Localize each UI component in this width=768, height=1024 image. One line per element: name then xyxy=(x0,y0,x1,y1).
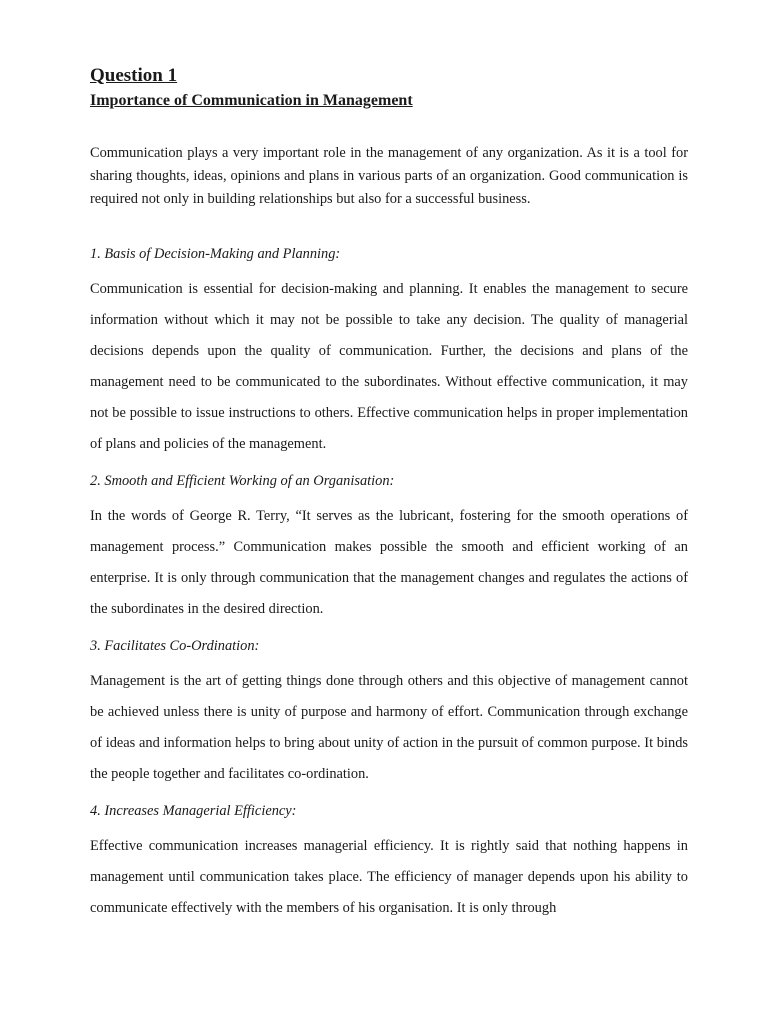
document-subtitle: Importance of Communication in Management xyxy=(90,92,413,109)
section-body: Management is the art of getting things done through others and this objective of management cannot be achieved unless there is unity of purpose and harmony of effort. Communication through exchange of ideas and information helps to bring about unity of action in the pursuit of common purpose. It binds the people together and facilitates co-ordination. xyxy=(90,673,688,782)
section-heading: 3. Facilitates Co-Ordination: xyxy=(90,638,260,654)
intro-paragraph: Communication plays a very important role in the management of any organization. As it is a tool for sharing thoughts, ideas, opinions and plans in various parts of an organization. Good communication is required not only in building relationships but also for a successful business. xyxy=(90,145,688,207)
section-managerial-efficiency xyxy=(90,800,688,924)
section-decision-making xyxy=(90,243,688,460)
section-heading: 2. Smooth and Efficient Working of an Organisation: xyxy=(90,473,395,489)
section-body: Effective communication increases managerial efficiency. It is rightly said that nothing happens in management until communication takes place. The efficiency of manager depends upon his ability to communicate effectively with the members of his organisation. It is only through xyxy=(90,838,688,916)
section-heading: 1. Basis of Decision-Making and Planning: xyxy=(90,246,341,262)
section-body: Communication is essential for decision-making and planning. It enables the management to secure information without which it may not be possible to take any decision. The quality of managerial decisions depends upon the quality of communication. Further, the decisions and plans of the management need to be communicated to the subordinates. Without effective communication, it may not be possible to issue instructions to others. Effective communication helps in proper implementation of plans and policies of the management. xyxy=(90,281,688,452)
section-heading: 4. Increases Managerial Efficiency: xyxy=(90,803,297,819)
question-title: Question 1 xyxy=(90,65,178,86)
section-co-ordination xyxy=(90,635,688,790)
section-body: In the words of George R. Terry, “It serves as the lubricant, fostering for the smooth operations of management process.” Communication makes possible the smooth and efficient working of an enterprise. It is only through communication that the management changes and regulates the actions of the subordinates in the desired direction. xyxy=(90,508,688,617)
section-smooth-working xyxy=(90,470,688,625)
document-page xyxy=(90,62,688,924)
